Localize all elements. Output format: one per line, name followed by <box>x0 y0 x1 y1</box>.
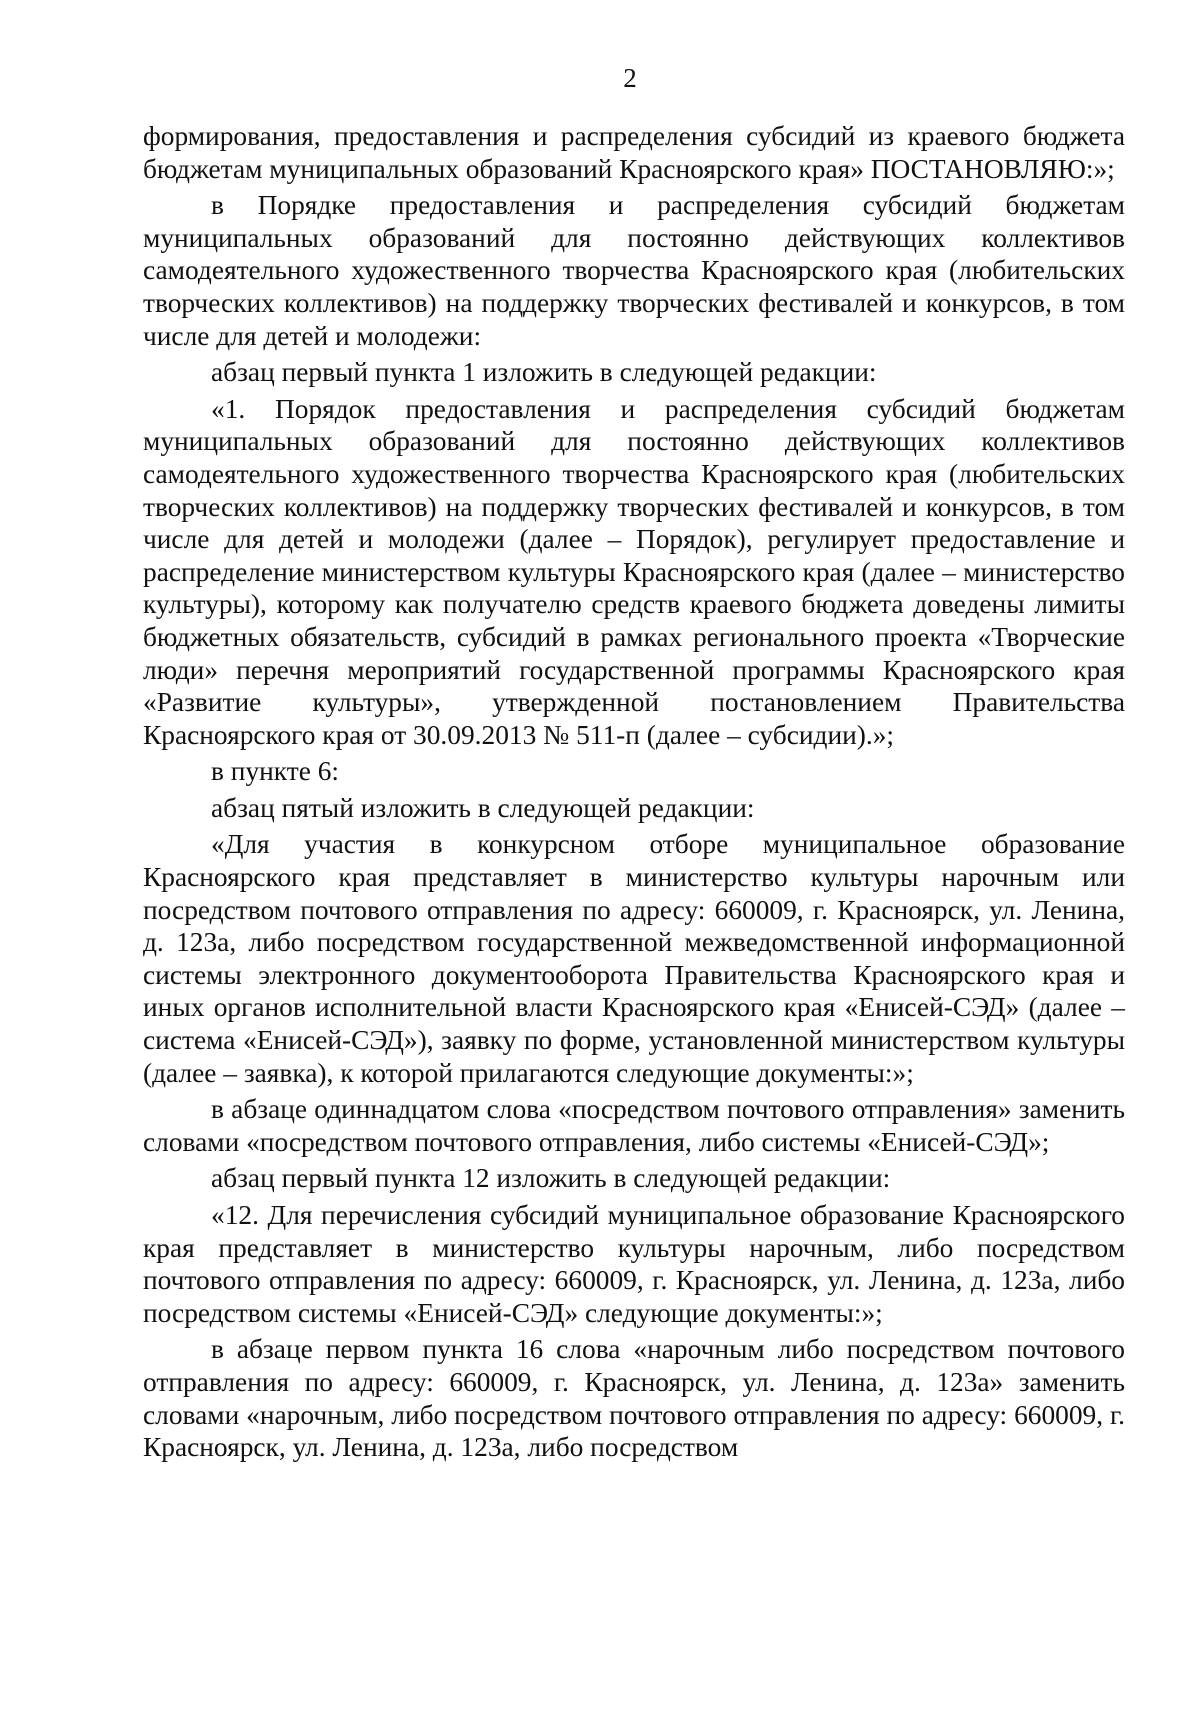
paragraph: «Для участия в конкурсном отборе муниципальное образование Красноярского края представляет в министерство культуры нарочным или посредством почтового отправления по адресу: 660009, г. Красноярск, ул. Ленина, д. 123а, либо посредством государственной межведомственной информационной системы электронного документооборота Правительства Красноярского края и иных органов исполнительной власти Красноярского края «Енисей-СЭД» (далее – система «Енисей-СЭД»), заявку по форме, установленной министерством культуры (далее – заявка), к которой прилагаются следующие документы:»; <box>143 829 1125 1088</box>
paragraph: в абзаце одиннадцатом слова «посредством почтового отправления» заменить словами «посредством почтового отправления, либо системы «Енисей-СЭД»; <box>143 1094 1125 1157</box>
document-body <box>143 120 1125 1464</box>
paragraph: в Порядке предоставления и распределения субсидий бюджетам муниципальных образований для постоянно действующих коллективов самодеятельного художественного творчества Красноярского края (любительских творческих коллективов) на поддержку творческих фестивалей и конкурсов, в том числе для детей и молодежи: <box>143 190 1125 351</box>
paragraph: «12. Для перечисления субсидий муниципальное образование Красноярского края представляет в министерство культуры нарочным, либо посредством почтового отправления по адресу: 660009, г. Красноярск, ул. Ленина, д. 123а, либо посредством системы «Енисей-СЭД» следующие документы:»; <box>143 1200 1125 1328</box>
paragraph: абзац пятый изложить в следующей редакции: <box>211 792 755 823</box>
page-number: 2 <box>623 63 637 93</box>
paragraph: абзац первый пункта 1 изложить в следующей редакции: <box>211 357 877 388</box>
paragraph: «1. Порядок предоставления и распределения субсидий бюджетам муниципальных образований для постоянно действующих коллективов самодеятельного художественного творчества Красноярского края (любительских творческих коллективов) на поддержку творческих фестивалей и конкурсов, в том числе для детей и молодежи (далее – Порядок), регулирует предоставление и распределение министерством культуры Красноярского края (далее – министерство культуры), которому как получателю средств краевого бюджета доведены лимиты бюджетных обязательств, субсидий в рамках регионального проекта «Творческие люди» перечня мероприятий государственной программы Красноярского края «Развитие культуры», утвержденной постановлением Правительства Красноярского края от 30.09.2013 № 511-п (далее – субсидии).»; <box>143 393 1125 750</box>
paragraph: в пункте 6: <box>211 756 340 787</box>
paragraph: в абзаце первом пункта 16 слова «нарочным либо посредством почтового отправления по адресу: 660009, г. Красноярск, ул. Ленина, д. 123а» заменить словами «нарочным, либо посредством почтового отправления по адресу: 660009, г. Красноярск, ул. Ленина, д. 123а, либо посредством <box>143 1334 1125 1463</box>
paragraph: формирования, предоставления и распределения субсидий из краевого бюджета бюджетам муниципальных образований Красноярского края» ПОСТАНОВЛЯЮ:»; <box>143 121 1125 184</box>
paragraph: абзац первый пункта 12 изложить в следующей редакции: <box>211 1163 891 1194</box>
